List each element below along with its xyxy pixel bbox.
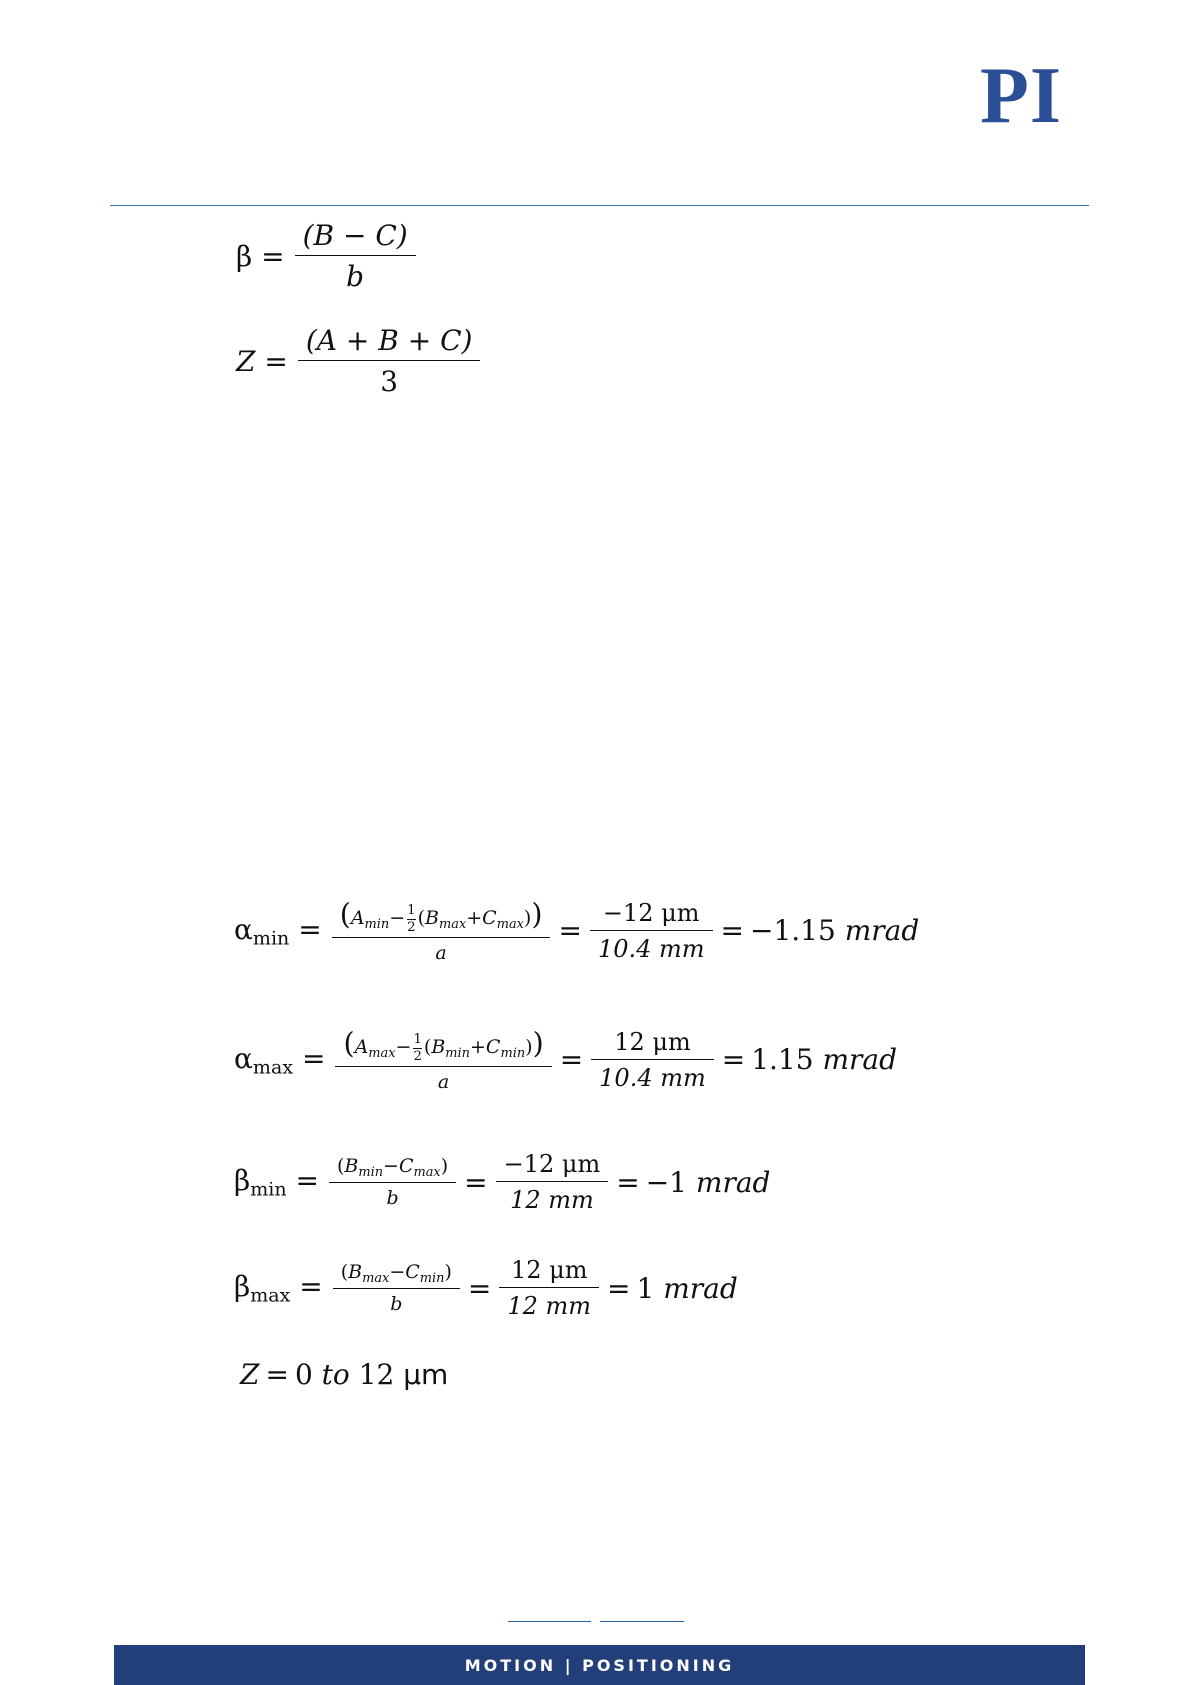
equation-lhs: $\beta_{max}$ = [234,1269,323,1307]
equation-lhs: Z = [236,344,288,378]
fraction [333,1155,452,1210]
range-from: 0 [294,1358,313,1391]
numerator: −12 μm [602,898,700,927]
denominator: 12 mm [496,1181,609,1214]
result-value: −1.15 [750,914,836,948]
result-value: 1 [636,1271,655,1305]
denominator: b [295,255,416,293]
fraction [336,898,547,964]
numerator: $(B_{max}-C_{min})$ [340,1260,452,1286]
denominator: 3 [298,360,481,398]
range-to-value: 12 [358,1358,395,1391]
equation-lhs: $\beta_{min}$ = [234,1163,319,1201]
equation-beta-min: $\beta_{min}$ = $\frac{(B_{min}-C_{max})}{b}$ = $\frac{-12 \mu m}{12 mm}$ = −1 mrad [234,1150,771,1214]
denominator: 10.4 mm [590,930,713,963]
denominator: b [329,1182,456,1209]
numerator: $(B_{min}-C_{max})$ [336,1154,449,1180]
numerator: ($A_{min}-$ $\frac{1}{2}$ $(B_{max}+C_{max})$) [339,898,543,935]
numerator: ($A_{max}-$ $\frac{1}{2}$ $(B_{min}+C_{min})$) [343,1027,544,1064]
numerator: −12 μm [503,1150,601,1178]
fraction [503,1256,595,1320]
result-unit: mrad [663,1271,738,1305]
result-value: −1 [645,1165,687,1199]
equation-z-definition [236,324,482,398]
equation-z-range: Z = 0 to 12 μm [240,1358,449,1391]
fraction [500,1150,605,1214]
result-value: 1.15 [751,1043,814,1077]
fraction [339,1027,547,1093]
pi-logo: PI [980,52,1062,140]
equation-alpha-min: $\alpha_{min}$ = ($A_{min}-$ $\frac{1}{2}$ $(B_{max}+C_{max})$) a = $\frac{-12 \mu m}{10.4 mm}$ = −1.15 mrad [234,898,920,964]
result-unit: mrad [844,914,920,948]
range-unit: μm [403,1358,449,1391]
range-to-word: to [321,1358,350,1391]
denominator: b [333,1288,460,1315]
footer-link-underline[interactable] [508,1621,591,1622]
footer-tagline: MOTION | POSITIONING [464,1655,735,1675]
result-unit: mrad [695,1165,771,1199]
fraction [594,899,709,963]
denominator: a [335,1066,551,1093]
fraction [595,1028,710,1092]
equation-lhs: β = [236,239,285,273]
equation-lhs: $\alpha_{max}$ = [234,1041,326,1079]
footer-link-underline[interactable] [600,1621,684,1622]
fraction [302,324,477,398]
denominator: a [332,937,551,964]
footer-bar [114,1645,1085,1685]
fraction [337,1261,456,1316]
numerator: 12 μm [510,1256,588,1284]
equation-beta-definition [236,219,418,293]
equation-alpha-max: $\alpha_{max}$ = ($A_{max}-$ $\frac{1}{2}$ $(B_{min}+C_{min})$) a = $\frac{12 \mu m}{10.4 mm}$ = 1.15 mrad [234,1027,898,1093]
fraction [299,219,412,293]
numerator: (B − C) [302,219,408,252]
numerator: 12 μm [614,1027,691,1056]
denominator: 12 mm [499,1287,599,1320]
result-unit: mrad [822,1043,898,1077]
equation-lhs: $\alpha_{min}$ = [234,912,322,950]
denominator: 10.4 mm [591,1059,714,1092]
header-divider [110,205,1089,206]
numerator: (A + B + C) [305,324,473,357]
equation-lhs: Z [240,1358,260,1391]
equation-beta-max: $\beta_{max}$ = $\frac{(B_{max}-C_{min})}{b}$ = $\frac{12 \mu m}{12 mm}$ = 1 mrad [234,1256,738,1320]
